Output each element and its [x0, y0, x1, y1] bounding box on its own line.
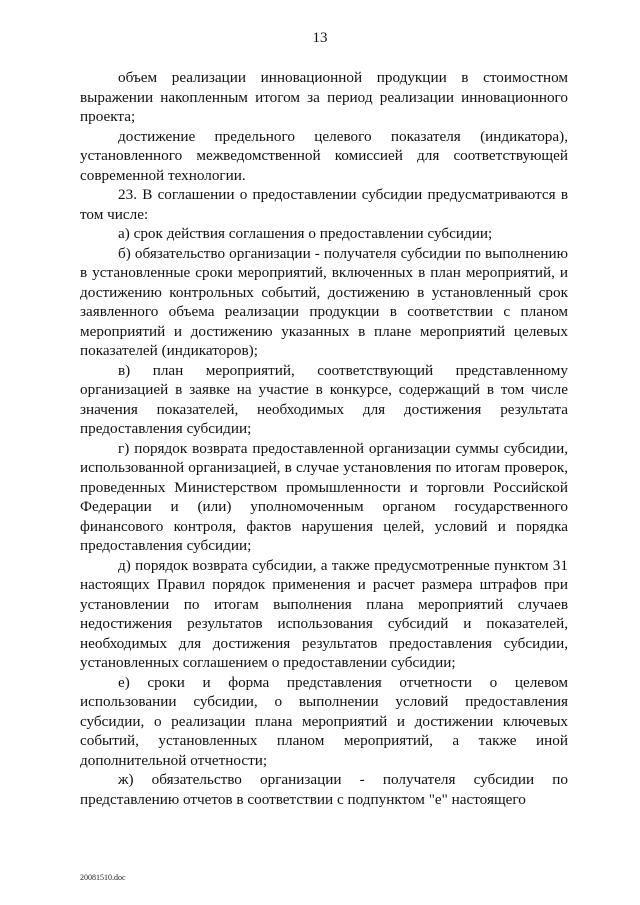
- paragraph-sales-volume: объем реализации инновационной продукции в стоимостном выражении накопленным итогом за период реализации инновационного проекта;: [80, 69, 568, 125]
- paragraph-clause-23: 23. В соглашении о предоставлении субсидии предусматриваются в том числе:: [80, 186, 568, 223]
- footer-file-code: 20081510.doc: [80, 873, 126, 882]
- paragraph-item-a: а) срок действия соглашения о предоставлении субсидии;: [118, 225, 493, 242]
- paragraph-target-indicator: достижение предельного целевого показателя (индикатора), установленного межведомственной комиссией для соответствующей современной технологии.: [80, 127, 568, 184]
- paragraph-item-e: е) сроки и форма представления отчетности о целевом использовании субсидии, о выполнении условий предоставления субсидии, о реализации плана мероприятий и достижении ключевых событий, установленных планом мероприятий, а также иной дополнительной отчетности;: [80, 673, 568, 769]
- paragraph-item-d: д) порядок возврата субсидии, а также предусмотренные пунктом 31 настоящих Правил порядок применения и расчет размера штрафов при установлении по итогам выполнения плана мероприятий случаев недостижения результатов использования субсидий и показателей, необходимых для достижения результатов предоставления субсидии, установленных соглашением о предоставлении субсидии;: [80, 556, 568, 671]
- page-number: 13: [312, 30, 328, 46]
- paragraph-item-zh: ж) обязательство организации - получателя субсидии по представлению отчетов в соответствии с подпунктом "е" настоящего: [80, 771, 568, 808]
- paragraph-item-g: г) порядок возврата предоставленной организации суммы субсидии, использованной организацией, в случае установления по итогам проверок, проведенных Министерством промышленности и торговли Российской Федерации и (или) уполномоченным органом государственного финансового контроля, фактов нарушения целей, условий и порядка предоставления субсидии;: [80, 439, 568, 554]
- body-text: [80, 68, 568, 809]
- paragraph-item-b: б) обязательство организации - получателя субсидии по выполнению в установленные сроки мероприятий, включенных в план мероприятий, и достижению контрольных событий, достижению в установленный срок заявленного объема реализации продукции в соответствии с планом мероприятий и достижению указанных в плане мероприятий целевых показателей (индикаторов);: [80, 244, 568, 359]
- paragraph-item-v: в) план мероприятий, соответствующий представленному организацией в заявке на участие в конкурсе, содержащий в том числе значения показателей, необходимых для достижения результата предоставления субсидии;: [80, 361, 568, 437]
